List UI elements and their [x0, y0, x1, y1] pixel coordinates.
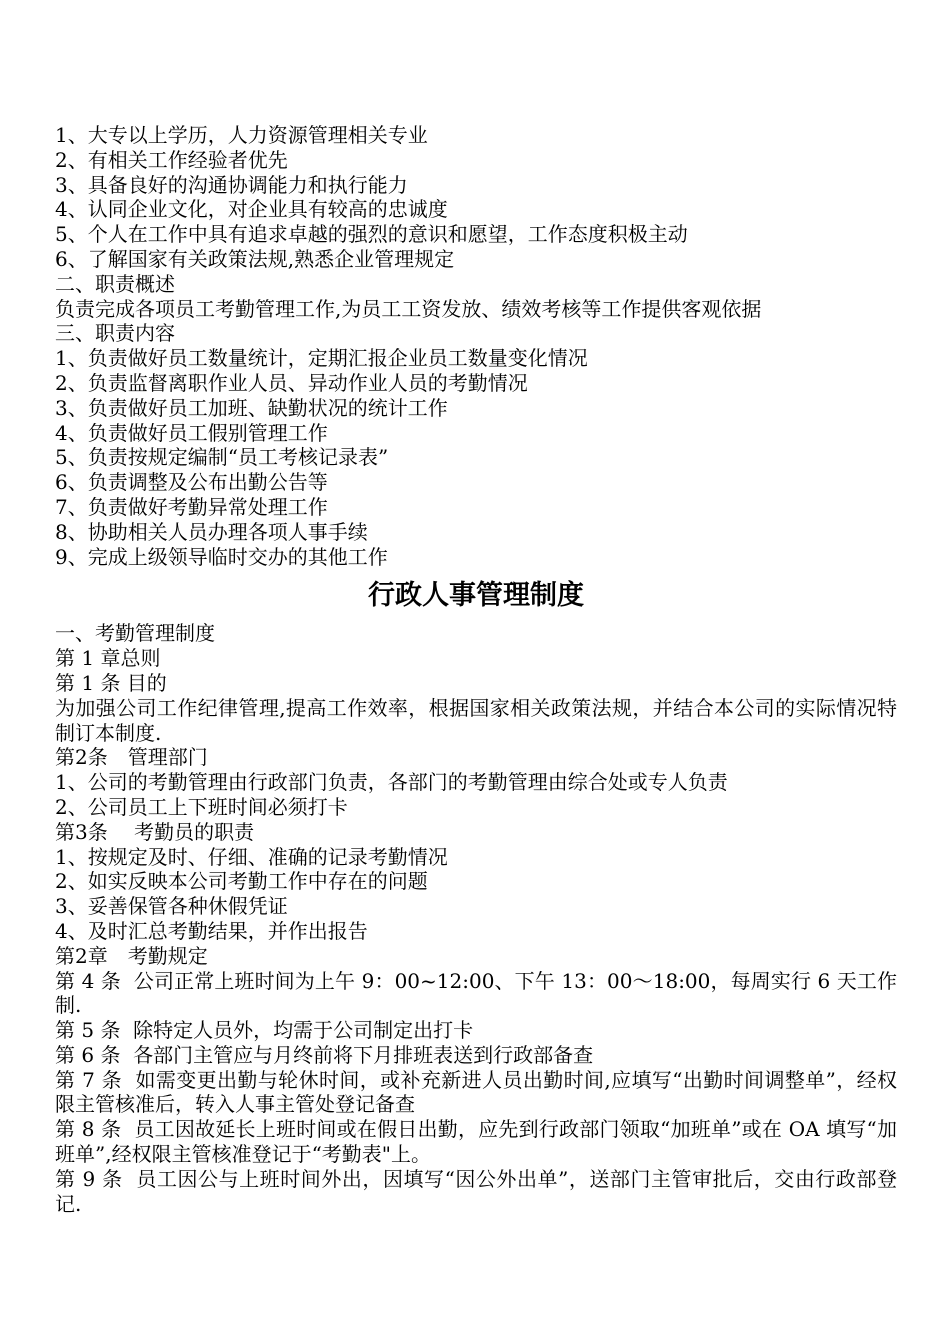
- duty-content-heading: 三、职责内容: [55, 321, 175, 346]
- duty-item: 2、负责监督离职作业人员、异动作业人员的考勤情况: [55, 370, 528, 395]
- duty-item: 8、协助相关人员办理各项人事手续: [55, 519, 368, 544]
- duty-item: 7、负责做好考勤异常处理工作: [55, 494, 328, 519]
- section-heading: 一、考勤管理制度: [55, 621, 215, 646]
- duty-item: 5、负责按规定编制“员工考核记录表”: [55, 445, 389, 470]
- duty-overview-heading: 二、职责概述: [55, 271, 175, 296]
- article-item: 2、公司员工上下班时间必须打卡: [55, 794, 348, 819]
- duty-item: 9、完成上级领导临时交办的其他工作: [55, 544, 388, 569]
- article-item: 3、妥善保管各种休假凭证: [55, 894, 288, 919]
- article-text: 第 9 条 员工因公与上班时间外出，因填写“因公外出单”，送部门主管审批后，交由行政部登记.: [55, 1166, 897, 1216]
- article-item: 1、按规定及时、仔细、准确的记录考勤情况: [55, 844, 448, 869]
- article-item: 4、及时汇总考勤结果，并作出报告: [55, 918, 368, 943]
- requirement-item: 2、有相关工作经验者优先: [55, 147, 288, 172]
- requirement-item: 3、具备良好的沟通协调能力和执行能力: [55, 172, 408, 197]
- article-text: 第 5 条 除特定人员外，均需于公司制定出打卡: [55, 1018, 474, 1043]
- duty-item: 1、负责做好员工数量统计，定期汇报企业员工数量变化情况: [55, 346, 588, 371]
- chapter-heading: 第 1 章总则: [55, 646, 161, 671]
- requirement-item: 1、大专以上学历，人力资源管理相关专业: [55, 123, 428, 147]
- document-title: 行政人事管理制度: [368, 580, 584, 612]
- duty-item: 4、负责做好员工假别管理工作: [55, 420, 328, 445]
- article-item: 2、如实反映本公司考勤工作中存在的问题: [55, 869, 428, 894]
- article-title: 第2条 管理部门: [55, 745, 208, 770]
- article-text: 第 6 条 各部门主管应与月终前将下月排班表送到行政部备查: [55, 1042, 594, 1067]
- article-text: 第 8 条 员工因故延长上班时间或在假日出勤，应先到行政部门领取“加班单”或在 OA 填写“加班单”,经权限主管核准登记于“考勤表"上。: [55, 1117, 897, 1167]
- article-title: 第3条 考勤员的职责: [55, 819, 255, 844]
- article-text: 第 4 条 公司正常上班时间为上午 9：00~12:00、下午 13：00～18:00，每周实行 6 天工作制.: [55, 968, 897, 1018]
- article-title: 第 1 条 目的: [55, 670, 167, 695]
- article-text: 第 7 条 如需变更出勤与轮休时间，或补充新进人员出勤时间,应填写“出勤时间调整单”，经权限主管核准后，转入人事主管处登记备查: [55, 1067, 897, 1117]
- document-body: [55, 123, 897, 1216]
- article-text: 为加强公司工作纪律管理,提高工作效率，根据国家相关政策法规，并结合本公司的实际情况特制订本制度.: [55, 695, 897, 745]
- requirement-item: 5、个人在工作中具有追求卓越的强烈的意识和愿望，工作态度积极主动: [55, 222, 688, 247]
- chapter-heading: 第2章 考勤规定: [55, 943, 208, 968]
- requirement-item: 4、认同企业文化，对企业具有较高的忠诚度: [55, 197, 448, 222]
- article-item: 1、公司的考勤管理由行政部门负责，各部门的考勤管理由综合处或专人负责: [55, 770, 728, 795]
- duty-item: 3、负责做好员工加班、缺勤状况的统计工作: [55, 395, 448, 420]
- requirement-item: 6、了解国家有关政策法规,熟悉企业管理规定: [55, 246, 455, 271]
- duty-item: 6、负责调整及公布出勤公告等: [55, 470, 328, 495]
- duty-overview-text: 负责完成各项员工考勤管理工作,为员工工资发放、绩效考核等工作提供客观依据: [55, 296, 762, 321]
